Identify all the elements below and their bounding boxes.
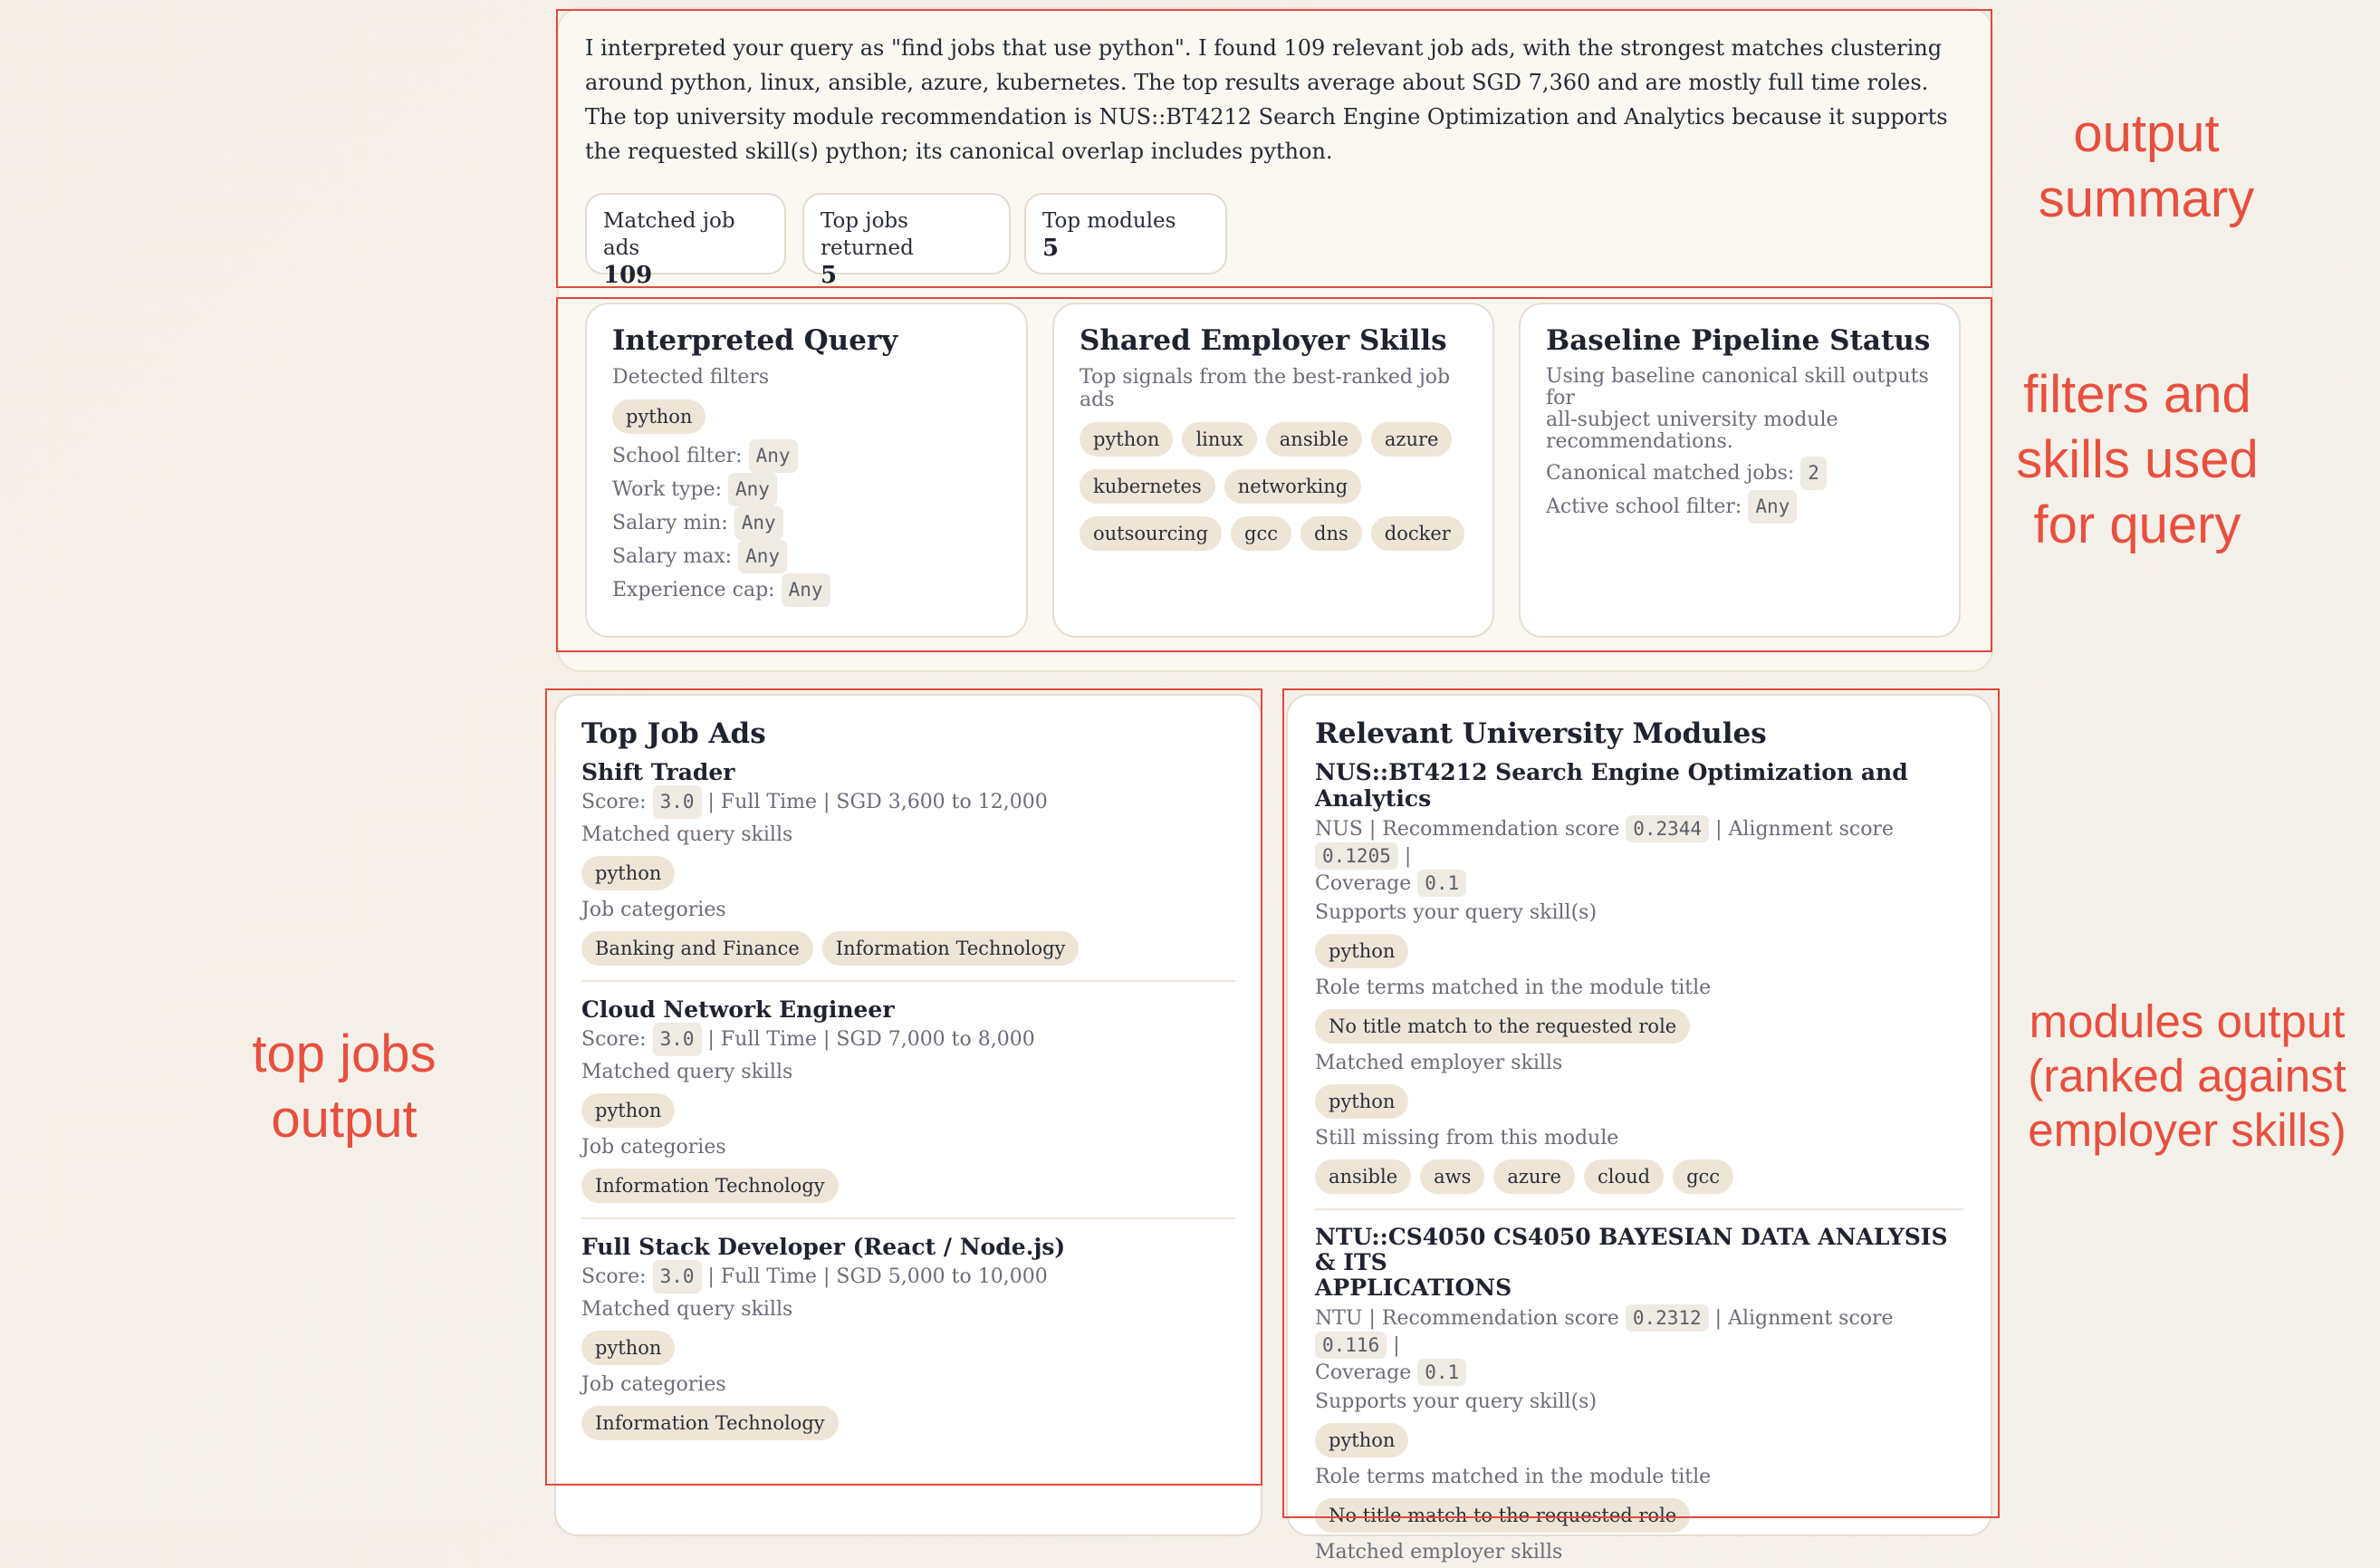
- role-terms-label: Role terms matched in the module title: [1315, 976, 1712, 999]
- interpreted-query-title: Interpreted Query: [612, 324, 898, 357]
- baseline-title: Baseline Pipeline Status: [1546, 324, 1931, 357]
- missing-chip: aws: [1420, 1159, 1484, 1194]
- employer-skills-label: Matched employer skills: [1315, 1541, 1563, 1563]
- stat-value: 5: [821, 262, 838, 289]
- annotation-top-jobs: [181, 1022, 507, 1152]
- annotation-box-filters: [556, 297, 1992, 652]
- top-jobs-title: Top Job Ads: [581, 717, 766, 750]
- skill-chip: python: [1315, 1084, 1408, 1119]
- job-meta-text: | Full Time | SGD 7,000 to 8,000: [707, 1028, 1035, 1051]
- score-value: 3.0: [653, 1023, 702, 1056]
- shared-skills-title: Shared Employer Skills: [1080, 324, 1447, 357]
- filter-value: Any: [738, 540, 787, 573]
- skill-chip: linux: [1182, 422, 1256, 457]
- job-meta-text: | Full Time | SGD 5,000 to 10,000: [707, 1265, 1048, 1288]
- module-title[interactable]: NUS::BT4212 Search Engine Optimization and Analytics: [1315, 759, 1908, 812]
- kv-value: 2: [1800, 457, 1827, 490]
- annotation-line: (ranked against: [2028, 1050, 2346, 1101]
- kv-value: Any: [1748, 490, 1797, 524]
- baseline-line: recommendations.: [1546, 430, 1733, 453]
- coverage-value: 0.1: [1417, 870, 1466, 897]
- filter-label: Salary min:: [612, 512, 728, 534]
- missing-chip: cloud: [1584, 1159, 1664, 1194]
- align-label: | Alignment score: [1714, 1307, 1894, 1330]
- stat-value: 5: [1042, 235, 1060, 262]
- missing-chip: azure: [1493, 1159, 1575, 1194]
- category-chip: Information Technology: [581, 1406, 839, 1440]
- shared-skills-subtitle: Top signals from the best-ranked job ads: [1080, 366, 1451, 411]
- skill-chip: docker: [1371, 516, 1464, 551]
- annotation-line: modules output: [2029, 996, 2346, 1047]
- supports-label: Supports your query skill(s): [1315, 901, 1598, 924]
- skill-chip: python: [581, 856, 675, 890]
- missing-chip: gcc: [1673, 1159, 1733, 1194]
- summary-text: I interpreted your query as "find jobs that use python". I found 109 relevant job ads, with the strongest matches clustering around python, linux, ansible, azure, kubernetes. The top results average about SGD 7,360 and are mostly full time roles. The top university module recommendation is NUS::BT4212 Search Engine Optimization and Analytics because it supports the requested skill(s) python; its canonical overlap includes python.: [585, 35, 1948, 164]
- matched-skills-label: Matched query skills: [581, 823, 793, 846]
- filter-value: Any: [734, 506, 783, 540]
- role-terms-label: Role terms matched in the module title: [1315, 1466, 1712, 1488]
- stat-label: Top modules: [1042, 209, 1176, 233]
- matched-skills-label: Matched query skills: [581, 1298, 793, 1321]
- skill-chip: networking: [1224, 469, 1361, 504]
- align-label: | Alignment score: [1715, 818, 1894, 841]
- align-value: 0.1205: [1315, 842, 1398, 870]
- job-title[interactable]: Shift Trader: [581, 759, 735, 785]
- annotation-line: skills used: [2016, 430, 2259, 489]
- annotation-line: top jobs: [252, 1024, 437, 1083]
- category-chip: Banking and Finance: [581, 931, 813, 966]
- annotation-filters-skills: [1983, 362, 2291, 558]
- align-value: 0.116: [1315, 1332, 1387, 1359]
- rec-label: | Recommendation score: [1368, 1307, 1619, 1330]
- rec-value: 0.2344: [1626, 815, 1709, 842]
- detected-filters-label: Detected filters: [612, 366, 770, 389]
- employer-skills-label: Matched employer skills: [1315, 1052, 1563, 1074]
- categories-label: Job categories: [581, 1373, 726, 1396]
- annotation-box-top-jobs: [545, 688, 1262, 1486]
- score-label: Score:: [581, 791, 647, 813]
- module-title-line: NTU::CS4050 CS4050 BAYESIAN DATA ANALYSIS & ITS: [1315, 1224, 1948, 1275]
- rec-value: 0.2312: [1626, 1304, 1709, 1332]
- role-chip: No title match to the requested role: [1315, 1009, 1690, 1044]
- categories-label: Job categories: [581, 1136, 726, 1159]
- skill-chip: ansible: [1266, 422, 1362, 457]
- missing-chip: ansible: [1315, 1159, 1411, 1194]
- annotation-modules: [2015, 995, 2359, 1158]
- annotation-line: for query: [2033, 495, 2241, 554]
- modules-title: Relevant University Modules: [1315, 717, 1767, 750]
- annotation-output-summary: [1997, 101, 2296, 232]
- job-title[interactable]: Cloud Network Engineer: [581, 996, 895, 1023]
- coverage-value: 0.1: [1417, 1359, 1466, 1386]
- filter-label: Experience cap:: [612, 579, 775, 601]
- matched-skills-label: Matched query skills: [581, 1061, 793, 1083]
- supports-label: Supports your query skill(s): [1315, 1390, 1598, 1413]
- coverage-label: Coverage: [1315, 1361, 1412, 1384]
- baseline-line: all-subject university module: [1546, 409, 1838, 431]
- module-scores: NUS | Recommendation score 0.2344 | Alignment score 0.1205 | Coverage 0.1: [1315, 815, 1963, 897]
- stat-label: Matched job ads: [603, 209, 735, 260]
- annotation-line: employer skills): [2028, 1104, 2346, 1156]
- skill-chip: kubernetes: [1080, 469, 1215, 504]
- kv-label: Canonical matched jobs:: [1546, 462, 1795, 485]
- module-school: NTU: [1315, 1307, 1363, 1330]
- stat-label: Top jobs returned: [821, 209, 914, 260]
- score-label: Score:: [581, 1028, 647, 1051]
- job-title[interactable]: Full Stack Developer (React / Node.js): [581, 1234, 1066, 1260]
- category-chip: Information Technology: [581, 1169, 839, 1203]
- score-value: 3.0: [653, 785, 702, 819]
- module-title-line: APPLICATIONS: [1315, 1275, 1512, 1301]
- score-label: Score:: [581, 1265, 647, 1288]
- baseline-line: Using baseline canonical skill outputs for: [1546, 365, 1929, 409]
- filter-value: Any: [782, 573, 830, 607]
- missing-skills-label: Still missing from this module: [1315, 1127, 1619, 1150]
- skill-chip: azure: [1371, 422, 1453, 457]
- role-chip: No title match to the requested role: [1315, 1498, 1690, 1533]
- skill-chip: python: [581, 1093, 675, 1128]
- score-value: 3.0: [653, 1260, 702, 1294]
- annotation-line: output: [2073, 104, 2220, 163]
- annotation-box-modules: [1282, 688, 2000, 1518]
- skill-chip: dns: [1300, 516, 1362, 551]
- skill-chip: python: [1315, 1423, 1408, 1457]
- skill-chip: python: [1315, 934, 1408, 968]
- kv-label: Active school filter:: [1546, 495, 1742, 518]
- filter-label: Work type:: [612, 478, 722, 501]
- job-meta-text: | Full Time | SGD 3,600 to 12,000: [707, 791, 1048, 813]
- skill-chip: python: [1080, 422, 1173, 457]
- module-school: NUS: [1315, 818, 1363, 841]
- stat-value: 109: [603, 262, 653, 289]
- annotation-line: filters and: [2023, 365, 2251, 424]
- annotation-box-summary: [556, 9, 1992, 288]
- skill-chip: outsourcing: [1080, 516, 1222, 551]
- annotation-line: summary: [2038, 169, 2255, 228]
- coverage-label: Coverage: [1315, 872, 1412, 895]
- filter-value: Any: [728, 473, 777, 506]
- category-chip: Information Technology: [822, 931, 1080, 966]
- rec-label: | Recommendation score: [1368, 818, 1620, 841]
- filter-label: Salary max:: [612, 545, 733, 568]
- module-scores: NTU | Recommendation score 0.2312 | Alignment score 0.116 | Coverage 0.1: [1315, 1304, 1963, 1386]
- query-skill-chip: python: [612, 399, 705, 434]
- annotation-line: output: [271, 1090, 417, 1149]
- skill-chip: gcc: [1231, 516, 1291, 551]
- categories-label: Job categories: [581, 899, 726, 921]
- skill-chip: python: [581, 1331, 675, 1365]
- filter-value: Any: [749, 439, 798, 473]
- filter-label: School filter:: [612, 445, 743, 467]
